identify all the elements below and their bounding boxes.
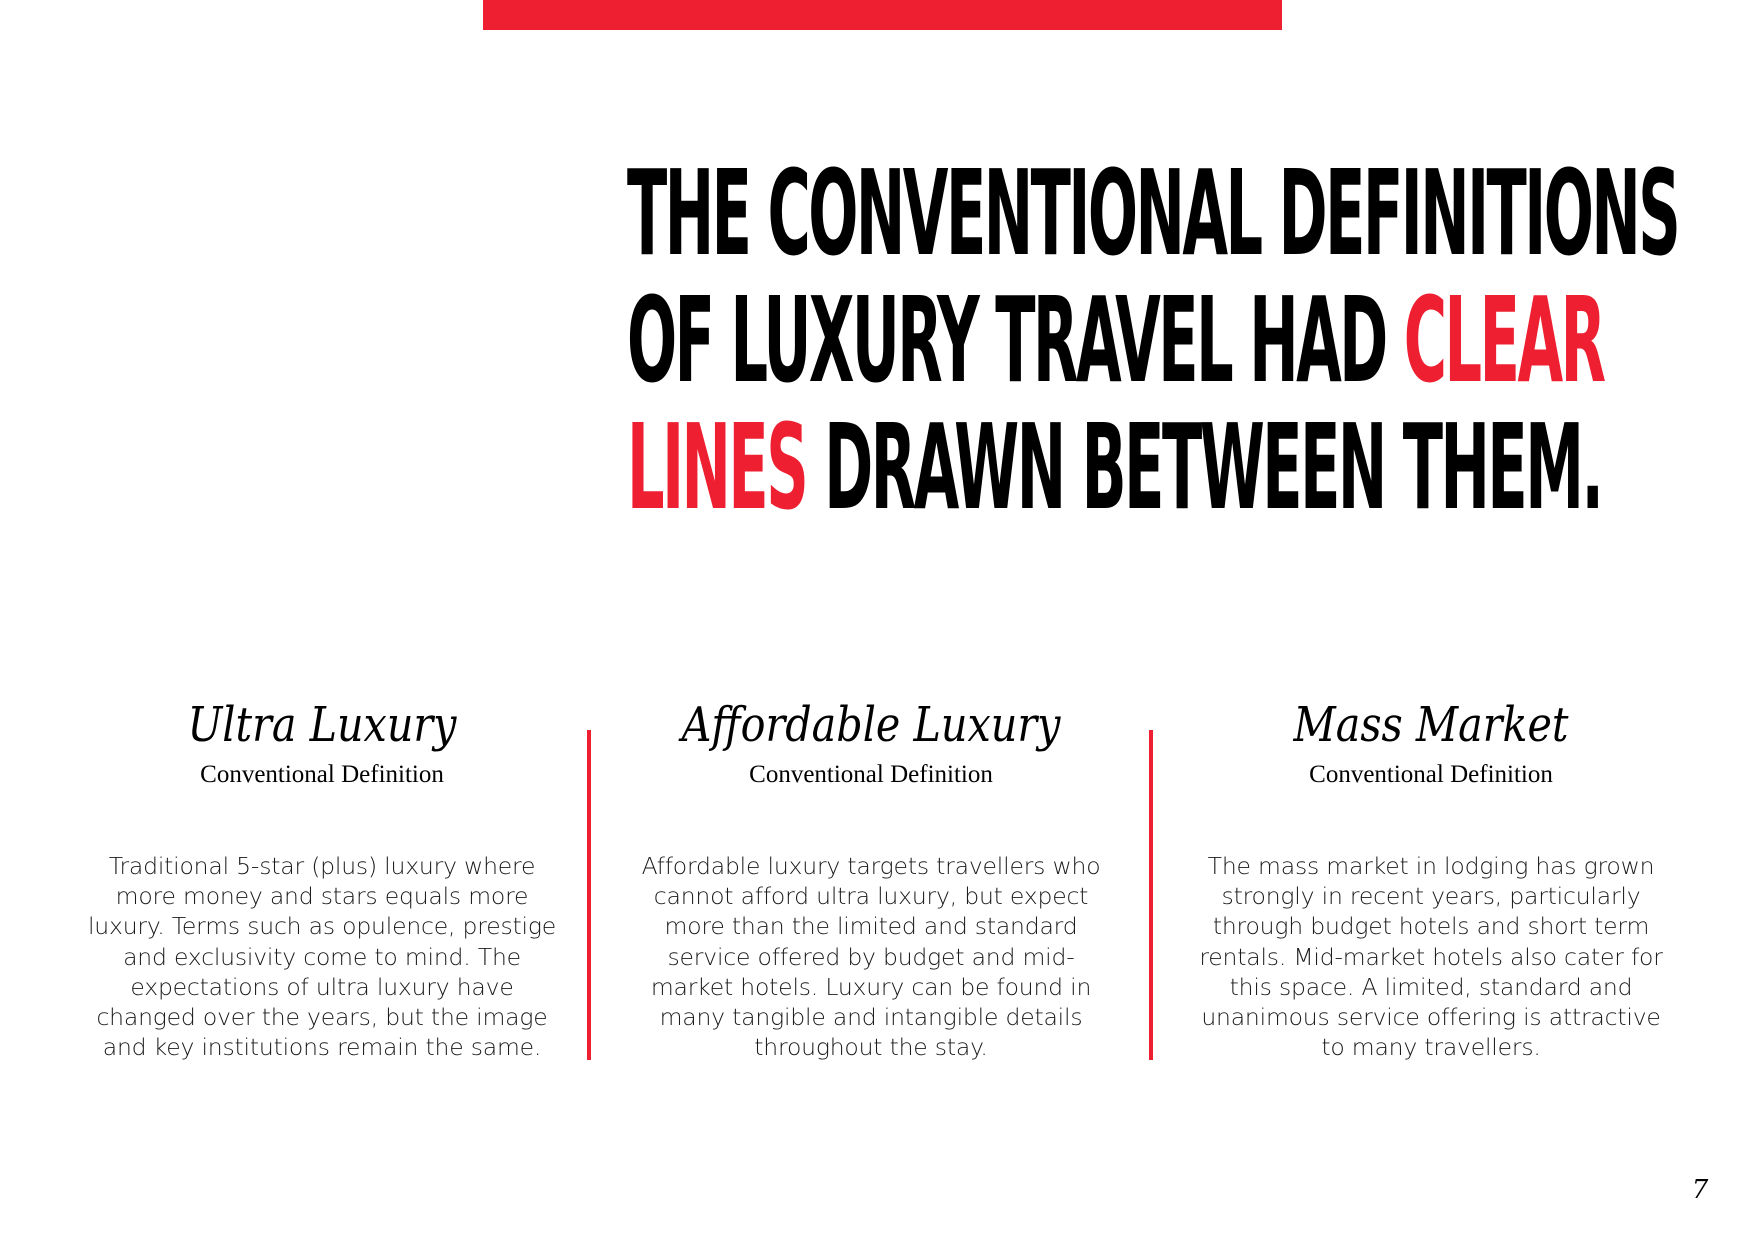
headline-line-3-accent: LINES — [627, 398, 807, 536]
headline-line-2-accent: CLEAR — [1403, 271, 1604, 409]
column-title: Affordable Luxury — [681, 697, 1061, 753]
column-body: The mass market in lodging has grown strongly in recent years, particularly through budget hotels and short term rentals. Mid-market hotels also cater for this space. A limited, standard and unanimous service offering is attractive to many travellers. — [1199, 852, 1663, 1062]
headline-line-3-suffix: DRAWN BETWEEN THEM. — [806, 398, 1602, 536]
column-subtitle: Conventional Definition — [200, 761, 444, 788]
headline-line-2-prefix: OF LUXURY TRAVEL HAD — [627, 271, 1404, 409]
column-mass-market — [1191, 695, 1671, 1062]
column-body: Traditional 5-star (plus) luxury where more money and stars equals more luxury. Terms such as opulence, prestige and exclusivity come to mind. The expectations of ultra luxury have changed over the years, but the image and key institutions remain the same. — [87, 852, 557, 1062]
headline-line-1-text: THE CONVENTIONAL DEFINITIONS — [627, 144, 1679, 282]
headline — [377, 144, 1679, 536]
column-subtitle: Conventional Definition — [1309, 761, 1553, 788]
headline-line-1 — [627, 144, 1679, 282]
column-title: Mass Market — [1293, 697, 1569, 753]
column-divider — [1149, 730, 1153, 1060]
column-ultra-luxury — [82, 695, 562, 1062]
headline-line-2 — [627, 271, 1604, 409]
page-number: 7 — [1691, 1175, 1709, 1205]
column-affordable-luxury — [631, 695, 1111, 1062]
top-accent-bar — [483, 0, 1282, 30]
headline-line-3 — [627, 398, 1602, 536]
column-body: Affordable luxury targets travellers who cannot afford ultra luxury, but expect more than the limited and standard service offered by budget and mid-market hotels. Luxury can be found in many tangible and intangible details throughout the stay. — [641, 852, 1101, 1062]
column-divider — [587, 730, 591, 1060]
column-title: Ultra Luxury — [187, 697, 457, 753]
column-subtitle: Conventional Definition — [749, 761, 993, 788]
